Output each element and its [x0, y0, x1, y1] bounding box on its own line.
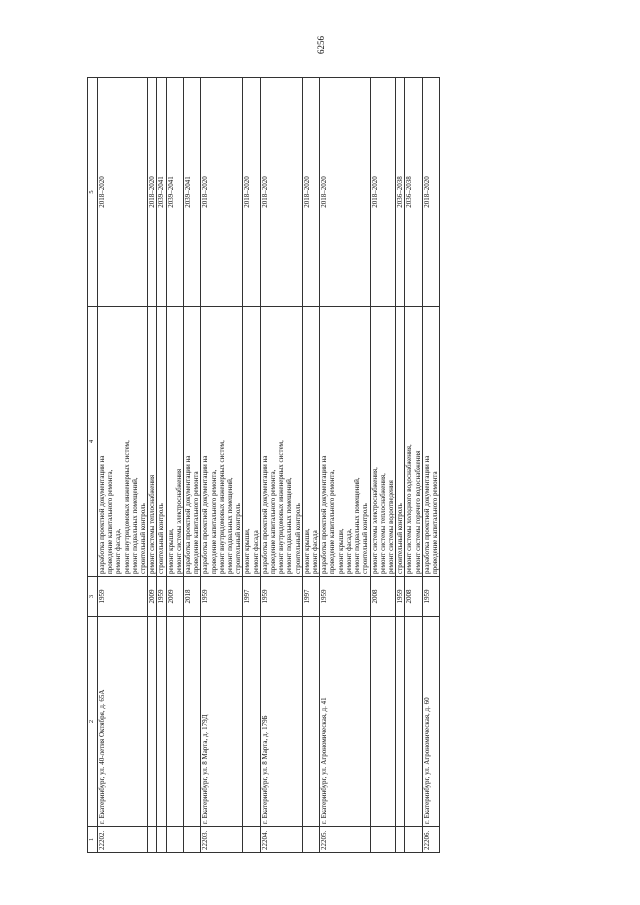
work-item: ремонт внутридомовых инженерных систем, — [122, 440, 131, 574]
column-header: 3 — [88, 577, 98, 617]
work-item: ремонт подвальных помещений, — [285, 477, 294, 574]
table-row — [98, 78, 148, 853]
year-cell: 2009 — [166, 577, 183, 617]
page-number: 6256 — [316, 36, 326, 54]
table-row — [396, 78, 405, 853]
year-cell: 1959 — [157, 577, 166, 617]
period-cell: 2018–2020 — [422, 78, 439, 307]
table-row — [422, 78, 439, 853]
works-cell — [201, 307, 243, 577]
address-cell — [184, 617, 201, 827]
work-item: проведение капитального ремонта, — [269, 469, 278, 574]
address-cell — [370, 617, 396, 827]
row-number-cell: 22204. — [260, 827, 302, 853]
work-item: ремонт фасада, — [114, 528, 123, 574]
year-cell: 1959 — [396, 577, 405, 617]
work-item: ремонт фасада — [251, 530, 260, 574]
address-cell — [396, 617, 405, 827]
address-cell — [157, 617, 166, 827]
address-cell: г. Екатеринбург, ул. Агрономическая, д. 60 — [422, 617, 439, 827]
works-cell — [243, 307, 260, 577]
table-row — [260, 78, 302, 853]
address-cell — [148, 617, 157, 827]
address-cell: г. Екатеринбург, ул. Агрономическая, д. 41 — [320, 617, 370, 827]
work-item: строительный контроль — [293, 503, 302, 574]
table-row — [157, 78, 166, 853]
year-cell: 1959 — [98, 577, 148, 617]
work-item: проведение капитального ремонта, — [209, 469, 218, 574]
period-cell: 2036–2038 — [396, 78, 405, 307]
works-cell — [370, 307, 396, 577]
work-item: ремонт фасада — [311, 530, 320, 574]
works-cell — [396, 307, 405, 577]
year-cell: 2008 — [405, 577, 422, 617]
work-item: разработка проектной документации на — [320, 455, 329, 574]
work-item: ремонт системы горячего водоснабжения — [413, 450, 422, 574]
works-cell — [302, 307, 319, 577]
work-item: строительный контроль — [361, 503, 370, 574]
works-cell — [98, 307, 148, 577]
year-cell: 2009 — [148, 577, 157, 617]
rotated-table-wrapper — [87, 78, 586, 853]
work-item: проведение капитального ремонта, — [106, 469, 115, 574]
row-number-cell — [243, 827, 260, 853]
table-row — [201, 78, 243, 853]
work-item: ремонт внутридомовых инженерных систем, — [277, 440, 286, 574]
work-item: ремонт внутридомовых инженерных систем, — [217, 440, 226, 574]
work-item: разработка проектной документации на — [201, 455, 210, 574]
work-item: строительный контроль — [234, 503, 243, 574]
row-number-cell — [302, 827, 319, 853]
row-number-cell — [370, 827, 396, 853]
address-cell: г. Екатеринбург, ул. 40-летия Октября, д. 65А — [98, 617, 148, 827]
row-number-cell — [184, 827, 201, 853]
work-item: строительный контроль — [139, 503, 148, 574]
table-body — [98, 78, 440, 853]
work-item: ремонт крыши, — [166, 528, 175, 574]
work-item: ремонт системы теплоснабжения, — [378, 473, 387, 574]
works-cell — [148, 307, 157, 577]
period-cell: 2039–2041 — [157, 78, 166, 307]
works-cell — [166, 307, 183, 577]
work-item: проведение капитального ремонта — [192, 471, 201, 574]
work-item: разработка проектной документации на — [98, 455, 106, 574]
works-cell — [422, 307, 439, 577]
period-cell: 2018–2020 — [148, 78, 157, 307]
column-header: 5 — [88, 78, 98, 307]
work-item: ремонт фасада, — [344, 528, 353, 574]
period-cell: 2018–2020 — [260, 78, 302, 307]
table-row — [320, 78, 370, 853]
table-row — [243, 78, 260, 853]
period-cell: 2036–2038 — [405, 78, 422, 307]
address-cell — [166, 617, 183, 827]
year-cell: 1959 — [201, 577, 243, 617]
work-item: ремонт подвальных помещений, — [226, 477, 235, 574]
period-cell: 2039–2041 — [184, 78, 201, 307]
works-cell — [405, 307, 422, 577]
work-item: ремонт подвальных помещений, — [130, 477, 139, 574]
column-header: 1 — [88, 827, 98, 853]
year-cell: 1997 — [302, 577, 319, 617]
row-number-cell — [405, 827, 422, 853]
work-item: разработка проектной документации на — [184, 455, 193, 574]
work-item: ремонт системы электроснабжения, — [370, 467, 379, 574]
work-item: ремонт системы водоотведения — [386, 480, 395, 574]
year-cell: 1959 — [260, 577, 302, 617]
period-cell: 2039–2041 — [166, 78, 183, 307]
address-cell: г. Екатеринбург, ул. 8 Марта, д. 179Б — [260, 617, 302, 827]
works-cell — [184, 307, 201, 577]
row-number-cell — [157, 827, 166, 853]
work-item: ремонт крыши, — [243, 528, 252, 574]
row-number-cell — [166, 827, 183, 853]
period-cell: 2018–2020 — [201, 78, 243, 307]
table-row — [405, 78, 422, 853]
work-item: строительный контроль — [157, 503, 166, 574]
works-cell — [157, 307, 166, 577]
row-number-cell: 22203. — [201, 827, 243, 853]
work-item: ремонт системы холодного водоснабжения, — [405, 444, 414, 574]
work-item: разработка проектной документации на — [260, 455, 269, 574]
row-number-cell — [396, 827, 405, 853]
work-item: разработка проектной документации на — [422, 455, 431, 574]
works-cell — [260, 307, 302, 577]
period-cell: 2018–2020 — [243, 78, 260, 307]
column-number-row — [88, 78, 98, 853]
row-number-cell: 22206. — [422, 827, 439, 853]
year-cell: 2008 — [370, 577, 396, 617]
works-cell — [320, 307, 370, 577]
table-row — [166, 78, 183, 853]
work-item: строительный контроль — [396, 503, 405, 574]
period-cell: 2018–2020 — [370, 78, 396, 307]
address-cell — [405, 617, 422, 827]
column-header: 4 — [88, 307, 98, 577]
work-item: ремонт системы теплоснабжения — [148, 474, 157, 574]
period-cell: 2018–2020 — [98, 78, 148, 307]
year-cell: 1959 — [320, 577, 370, 617]
address-cell — [243, 617, 260, 827]
table-row — [184, 78, 201, 853]
work-item: ремонт подвальных помещений, — [353, 477, 362, 574]
year-cell: 1997 — [243, 577, 260, 617]
work-item: проведение капитального ремонта — [430, 471, 439, 574]
year-cell: 1959 — [422, 577, 439, 617]
row-number-cell — [148, 827, 157, 853]
work-item: ремонт крыши, — [302, 528, 311, 574]
period-cell: 2018–2020 — [302, 78, 319, 307]
address-cell — [302, 617, 319, 827]
row-number-cell: 22205. — [320, 827, 370, 853]
table-row — [302, 78, 319, 853]
row-number-cell: 22202. — [98, 827, 148, 853]
work-item: ремонт системы электроснабжения — [174, 468, 183, 574]
address-cell: г. Екатеринбург, ул. 8 Марта, д. 179Д — [201, 617, 243, 827]
column-header: 2 — [88, 617, 98, 827]
year-cell: 2018 — [184, 577, 201, 617]
period-cell: 2018–2020 — [320, 78, 370, 307]
work-item: ремонт крыши, — [336, 528, 345, 574]
work-item: проведение капитального ремонта, — [328, 469, 337, 574]
table-row — [148, 78, 157, 853]
repair-schedule-table — [87, 77, 440, 853]
table-row — [370, 78, 396, 853]
